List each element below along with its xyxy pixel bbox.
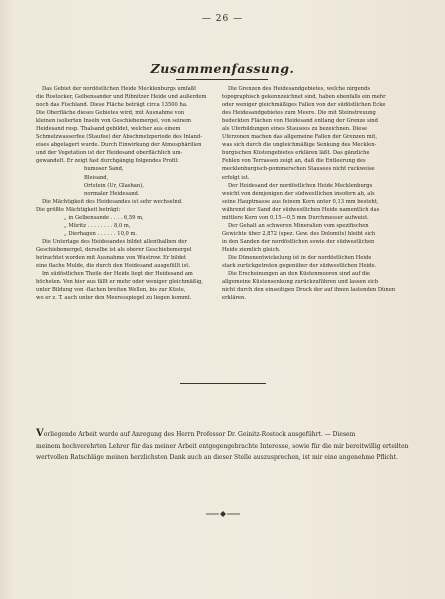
text-line: erfolgt ist. bbox=[222, 174, 250, 181]
text-line: seine Hauptmasse aus feinem Korn unter 0,13 mm besteht, bbox=[222, 198, 379, 205]
text-line: die Rostocker, Gelbensander und Ribnitzer Heide und außerdem bbox=[36, 94, 207, 101]
text-line: Die Oberfläche dieses Gebietes wird, mit Ausnahme von bbox=[36, 110, 185, 117]
acknowledgement-line bbox=[36, 428, 409, 441]
profile-line: Bleisand, bbox=[84, 174, 109, 181]
text-line: Die Unterlage des Heidesandes bildet allenthalben der bbox=[42, 238, 187, 245]
left-column bbox=[36, 85, 223, 302]
profile-line: humoser Sand, bbox=[84, 166, 124, 173]
text-line: Die Dünenentwickelung ist in der nordöstlichen Heide bbox=[228, 254, 372, 261]
text-line: burgischen Küstengebietes erklären läßt. Das gänzliche bbox=[222, 150, 370, 157]
text-line: kleinen isolierten Inseln von Geschiebemergel, von seinem bbox=[36, 118, 192, 125]
text-line: Heide ziemlich gleich. bbox=[222, 246, 281, 253]
text-line: während der Sand der südwestlichen Heide namentlich das bbox=[222, 206, 380, 213]
text-line: unter Bildung von -flachen breiten Wellen, bis zur Küste, bbox=[36, 287, 186, 294]
text-line: oder weniger gleichmäßiges Fallen von der südöstlichen Ecke bbox=[222, 102, 386, 109]
text-line: Die Erscheinungen an den Küstenmooren sind auf die bbox=[228, 271, 370, 278]
text-line: eises abgelagert wurde. Durch Einwirkung der Atmosphärilien bbox=[36, 142, 202, 149]
text-line: und der Vegetation ist der Heidesand oberflächlich um- bbox=[36, 150, 183, 157]
text-line: Der Gehalt an schweren Mineralien vom spezifischen bbox=[228, 222, 369, 229]
acknowledgement-text: orliegende Arbeit wurde auf Anregung des Herrn Professor Dr. Geinitz-Rostock ausgeführt. — Diesem bbox=[43, 431, 356, 438]
text-line: weicht von demjenigen der südwestlichen insofern ab, als bbox=[222, 190, 375, 197]
text-line: wo er z. T. auch unter den Meeresspiegel zu liegen kommt. bbox=[36, 295, 192, 302]
thickness-line: „ Müritz . . . . . . . . 8,0 m, bbox=[64, 222, 131, 229]
text-line: Geschiebemergel, derselbe ist als oberer Geschiebemergel bbox=[36, 246, 192, 253]
text-line: Fehlen von Terrassen zeigt an, daß die Entleerung des bbox=[222, 158, 366, 165]
text-line: Die Grenzen des Heidesandgebietes, welche nirgends bbox=[228, 86, 371, 92]
profile-line: normaler Heidesand. bbox=[84, 190, 140, 197]
acknowledgement bbox=[36, 428, 409, 464]
acknowledgement-line: meinem hochverehrten Lehrer für das meiner Arbeit entgegengebrachte Interesse, sowie für die mir bereitwillig erteilten bbox=[36, 442, 409, 450]
page-number: — 26 — bbox=[201, 14, 244, 24]
thickness-line: „ in Gelbensande . . . . 6,59 m, bbox=[64, 214, 144, 221]
acknowledgement-line: wertvollen Ratschläge meinen herzlichsten Dank auch an dieser Stelle auszusprechen, ist mir eine angenehme Pflicht. bbox=[36, 454, 398, 461]
right-column bbox=[222, 85, 409, 302]
text-line: Im südöstlichen Theile der Heide liegt der Heidesand am bbox=[42, 271, 193, 278]
text-line: Heidesand resp. Thalsand gebildet, welcher aus einem bbox=[36, 126, 181, 133]
text-line: nicht durch den einseitigen Druck der auf ihnen lastenden Dünen bbox=[222, 287, 396, 294]
drop-initial: V bbox=[36, 428, 44, 439]
section-divider bbox=[180, 383, 266, 384]
text-line: des Heidesandgebietes zum Meere. Die mit Steinstreuung bbox=[222, 110, 376, 117]
page-title: Zusammenfassung. bbox=[150, 61, 295, 76]
text-line: erklären. bbox=[222, 295, 246, 302]
profile-line: Ortstein (Ur, Glashan), bbox=[84, 182, 144, 189]
title-rule bbox=[176, 79, 268, 80]
text-line: was sich durch die ungleichmäßige Senkung des Mecklen- bbox=[222, 142, 377, 149]
text-line: mecklenburgisch-pommerschen Stausees nicht ruckweise bbox=[222, 166, 375, 173]
text-line: Der Heidesand der nordöstlichen Heide Mecklenburgs bbox=[228, 182, 373, 189]
text-line: noch das Fischland. Diese Fläche beträgt circa 13500 ha. bbox=[36, 102, 188, 109]
text-line: in den Sanden der nordöstlichen sowie der südwestlichen bbox=[222, 238, 375, 245]
text-line: stark zurückgetreten gegenüber der südwestlichen Heide. bbox=[222, 263, 377, 270]
text-line: Schmelzwasserfee (Staufee) der Abschmelzperiode des Inland- bbox=[36, 134, 202, 141]
text-line: betrachtet worden mit Ausnahme von Wustrow. Er bildet bbox=[36, 254, 187, 261]
text-line: Das Gebiet der nordöstlichen Heide Mecklenburgs umfaßt bbox=[42, 86, 197, 92]
text-line: gewandelt. Er zeigt fast durchgängig folgendes Profil: bbox=[36, 158, 179, 165]
text-line: mittlere Korn von 0,15—0,5 mm Durchmesser aufweist. bbox=[222, 214, 369, 221]
ornament-divider bbox=[206, 510, 240, 518]
text-line: eine flache Mulde, die durch den Heidesand ausgefüllt ist. bbox=[36, 263, 190, 270]
text-line: allgemeine Küstensenkung zurückzuführen und lassen sich bbox=[222, 279, 379, 286]
text-line: Die größte Mächtigkeit beträgt: bbox=[36, 206, 121, 213]
thickness-line: „ Dierhagen . . . . . . 10,0 m. bbox=[64, 230, 138, 237]
text-line: als Uferbildungen eines Stausees zu bezeichnen. Diese bbox=[222, 126, 368, 133]
text-line: Uferzonen machen das allgemeine Fallen der Grenzen mit, bbox=[222, 134, 378, 141]
text-line: bedeckten Flächen von Heidesand entlang der Grenze sind bbox=[222, 118, 378, 125]
text-line: Gewichte über 2,872 (spez. Gew. des Dolomits) bleibt sich bbox=[222, 230, 376, 237]
text-line: topographisch gekennzeichnet sind, haben ebenfalls ein mehr bbox=[222, 94, 386, 101]
text-line: Die Mächtigkeit des Heidesandes ist sehr wechselnd. bbox=[42, 198, 183, 205]
text-line: höchsten. Von hier aus fällt er mehr oder weniger gleichmäßig, bbox=[36, 279, 203, 286]
